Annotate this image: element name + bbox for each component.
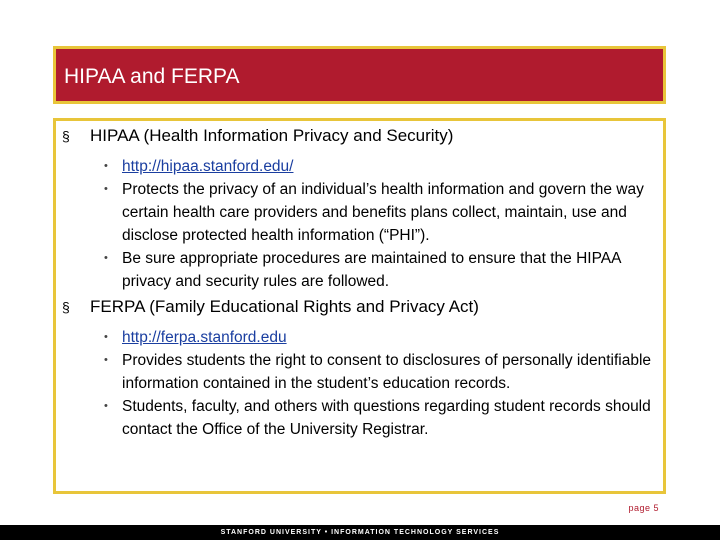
list-item bbox=[56, 155, 663, 178]
list-item bbox=[56, 326, 663, 349]
list-item-text: Protects the privacy of an individual’s health information and govern the way certain health care providers and benefits plans collect, maintain, use and disclose protected health information (“PHI”). bbox=[122, 181, 644, 244]
page-number: page 5 bbox=[628, 503, 659, 513]
bullet-icon: • bbox=[104, 400, 108, 412]
hipaa-link[interactable]: http://hipaa.stanford.edu/ bbox=[122, 158, 294, 175]
section-heading-text: HIPAA (Health Information Privacy and Security) bbox=[90, 126, 454, 145]
section-hipaa bbox=[56, 126, 663, 293]
ferpa-link[interactable]: http://ferpa.stanford.edu bbox=[122, 329, 287, 346]
list-item bbox=[56, 395, 663, 441]
section-heading bbox=[56, 297, 663, 317]
section-ferpa bbox=[56, 297, 663, 441]
list-item bbox=[56, 247, 663, 293]
content-box bbox=[53, 118, 666, 494]
list-item bbox=[56, 178, 663, 247]
list-item-text: Provides students the right to consent to disclosures of personally identifiable information contained in the student’s education records. bbox=[122, 352, 652, 392]
bullet-icon: • bbox=[104, 252, 108, 264]
list-item-text: Be sure appropriate procedures are maintained to ensure that the HIPAA privacy and security rules are followed. bbox=[122, 250, 621, 290]
footer-bar bbox=[0, 525, 720, 540]
bullet-icon: • bbox=[104, 183, 108, 195]
list-item bbox=[56, 349, 663, 395]
bullet-icon: • bbox=[104, 331, 108, 343]
section-marker: § bbox=[62, 128, 70, 144]
section-marker: § bbox=[62, 299, 70, 315]
list-item-text: Students, faculty, and others with questions regarding student records should contact the Office of the University Registrar. bbox=[122, 398, 651, 438]
section-heading bbox=[56, 126, 663, 146]
slide-title: HIPAA and FERPA bbox=[64, 65, 240, 88]
slide-title-bar bbox=[53, 46, 666, 104]
section-heading-text: FERPA (Family Educational Rights and Privacy Act) bbox=[90, 297, 479, 316]
bullet-icon: • bbox=[104, 160, 108, 172]
footer-text: STANFORD UNIVERSITY • INFORMATION TECHNOLOGY SERVICES bbox=[220, 529, 500, 536]
bullet-icon: • bbox=[104, 354, 108, 366]
